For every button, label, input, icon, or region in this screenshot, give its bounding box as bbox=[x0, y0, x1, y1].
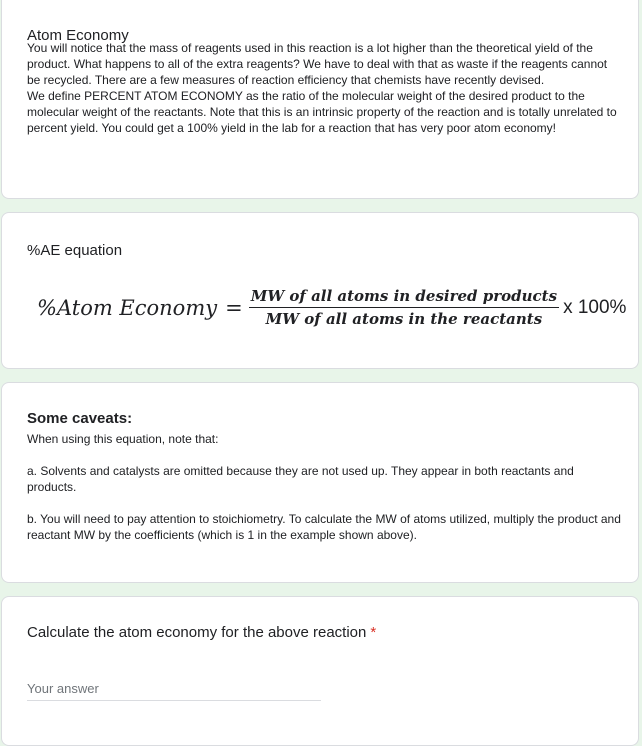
atom-economy-equation-image bbox=[37, 287, 626, 328]
equation-denominator: MW of all atoms in the reactants bbox=[265, 310, 543, 328]
equation-section bbox=[1, 212, 639, 369]
equation-fraction bbox=[249, 287, 559, 328]
description-paragraph: We define PERCENT ATOM ECONOMY as the ratio of the molecular weight of the desired product to the molecular weight of the reactants. Note that this is an intrinsic property of the reaction and is totally unrelated to percent yield. You could get a 100% yield in the lab for a reaction that has very poor atom economy! bbox=[27, 89, 617, 135]
caveats-intro: When using this equation, note that: bbox=[27, 432, 219, 446]
equation-equals: = bbox=[225, 295, 243, 320]
caveats-section bbox=[1, 382, 639, 583]
section-description bbox=[27, 40, 622, 136]
equation-multiplier: x 100% bbox=[563, 296, 627, 318]
section-title: Some caveats: bbox=[27, 410, 133, 427]
section-description bbox=[27, 431, 622, 543]
atom-economy-section bbox=[1, 0, 639, 199]
required-asterisk: * bbox=[370, 624, 377, 641]
question-card bbox=[1, 596, 639, 746]
caveat-item: b. You will need to pay attention to stoichiometry. To calculate the MW of atoms utilized, multiply the product and reactant MW by the coefficients (which is 1 in the example shown above). bbox=[27, 512, 621, 542]
question-title bbox=[27, 624, 376, 641]
section-title: Atom Economy bbox=[27, 27, 129, 44]
question-label: Calculate the atom economy for the above reaction bbox=[27, 624, 367, 641]
description-paragraph: You will notice that the mass of reagents used in this reaction is a lot higher than the theoretical yield of the product. What happens to all of the extra reagents? We have to deal with that as waste if the reagents cannot be recycled. There are a few measures of reaction efficiency that chemists have recently devised. bbox=[27, 41, 608, 87]
caveat-item: a. Solvents and catalysts are omitted because they are not used up. They appear in both reactants and products. bbox=[27, 464, 574, 494]
answer-input[interactable] bbox=[27, 677, 321, 701]
equation-lhs: %Atom Economy bbox=[37, 295, 218, 320]
equation-numerator: MW of all atoms in desired products bbox=[249, 287, 559, 308]
section-title: %AE equation bbox=[27, 242, 123, 259]
